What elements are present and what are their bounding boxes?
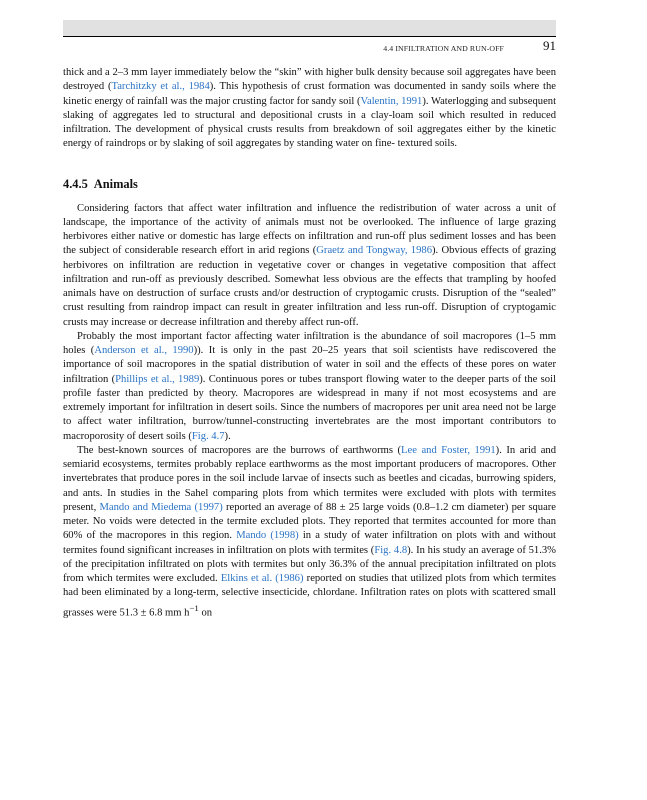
citation-link[interactable]: Tarchitzky et al., 1984 [111, 81, 210, 93]
page-header [63, 36, 556, 58]
section-heading [63, 177, 556, 192]
paragraph-animals-3 [63, 444, 556, 621]
text-run: ). [224, 430, 231, 442]
paragraph-animals-1 [63, 202, 556, 330]
section-title: Animals [93, 176, 138, 191]
text-run: ). Continuous pores or tubes transport flowing water to the deeper parts of the soil profile faster than predicted by theory. Macropores are widespread in many if not most ecosystems and are extremely important for infiltration in desert soils. Since the numbers of macropores per unit area need not be large to affect water infiltration, burrow/tunnel-constructing invertebrates are the most important contributors to macroporosity of desert soils ( [63, 373, 556, 442]
citation-link[interactable]: Elkins et al. (1986) [220, 573, 304, 584]
citation-link[interactable]: Graetz and Tongway, 1986 [316, 245, 432, 257]
text-run: ). Obvious effects of grazing herbivores on infiltration are reduction in vegetative cover or changes in vegetative composition that affect infiltration and run-off as previously described. Somewhat less obvious are the effects that trampling by hoofed animals have on destruction of surface crusts and/or destruction of cryptogamic crusts. Disruption of the “sealed” crust resulting from raindrop impact can result in greater infiltration and less run-off. Disruption of cryptogamic crusts may increase or decrease infiltration and thereby affect run-off. [63, 245, 556, 328]
figure-link[interactable]: Fig. 4.8 [374, 544, 408, 556]
citation-link[interactable]: Lee and Foster, 1991 [401, 444, 496, 456]
page-number: 91 [543, 38, 556, 53]
text-run: thick and a 2–3 mm layer immediately below the “skin” with higher bulk density because soil aggregates have been destroyed ( [63, 67, 556, 93]
citation-link[interactable]: Mando and Miedema (1997) [99, 501, 223, 513]
citation-link[interactable]: Valentin, 1991 [360, 95, 423, 107]
text-run: ). In his study an average of 51.3% of the precipitation infiltrated on plots with termites but only 36.3% of the annual precipitation infiltrated on plots from which termites were excluded. [63, 544, 556, 584]
text-run: ). Waterlogging and subsequent slaking of aggregates led to structural and depositional crusts in a clay-loam soil which resulted in reduced infiltration. The development of physical crusts results from breakdown of soil aggregates either by the kinetic energy of raindrops or by slaking of soil aggregates by standing water on fine- textured soils. [63, 95, 557, 150]
text-run: ). In arid and semiarid ecosystems, termites probably replace earthworms as the most important producers of macropores. Other invertebrates that produce pores in the soil include larvae of insects such as beetles and cicadas, burrowing spiders, and ants. In studies in the Sahel comparing plots from which termites were excluded with plots with termites present, [63, 444, 556, 513]
superscript: −1 [189, 602, 199, 613]
citation-link[interactable]: Mando (1998) [236, 530, 299, 542]
text-run: )). It is only in the past 20–25 years that soil scientists have rediscovered the importance of soil macropores in the spatial distribution of water in soil and the effects of these pores on water infiltration ( [63, 345, 556, 385]
text-run: The best-known sources of macropores are the burrows of earthworms ( [77, 444, 402, 456]
section-number: 4.4.5 [63, 176, 88, 191]
text-run: in a study of water infiltration on plots with and without termites found significant increases in infiltration on plots with termites ( [63, 530, 557, 556]
text-run: Probably the most important factor affecting water infiltration is the abundance of soil macropores (1–5 mm holes ( [63, 330, 556, 356]
text-run: reported on studies that utilized plots from which termites had been eliminated by a long-term, selective insecticide, chlordane. Infiltration rates on plots with scattered small grasses were 51.3 ± 6.8 mm h [63, 573, 556, 619]
text-run: on [198, 607, 213, 619]
text-run: reported an average of 88 ± 25 large voids (0.8–1.2 cm diameter) per square meter. No voids were detected in the termite excluded plots. They reported that termites accounted for more than 60% of the macropores in this region. [63, 501, 557, 542]
running-head: 4.4 INFILTRATION AND RUN-OFF [383, 44, 504, 53]
intro-paragraph [63, 66, 556, 152]
paragraph-animals-2 [63, 330, 556, 444]
top-shaded-band [63, 20, 556, 36]
citation-link[interactable]: Phillips et al., 1989 [115, 373, 200, 385]
citation-link[interactable]: Anderson et al., 1990 [94, 345, 194, 356]
figure-link[interactable]: Fig. 4.7 [191, 430, 225, 442]
text-run: ). This hypothesis of crust formation was documented in sandy soils where the kinetic energy of rainfall was the major crusting factor for sandy soil ( [63, 81, 556, 107]
page-body [63, 66, 556, 620]
text-run: Considering factors that affect water infiltration and influence the redistribution of water across a unit of landscape, the importance of the activity of animals must not be overlooked. The influence of large grazing herbivores either native or domestic has large effects on infiltration and run-off plus sediment losses and has been the subject of considerable research effort in arid regions ( [63, 202, 556, 257]
